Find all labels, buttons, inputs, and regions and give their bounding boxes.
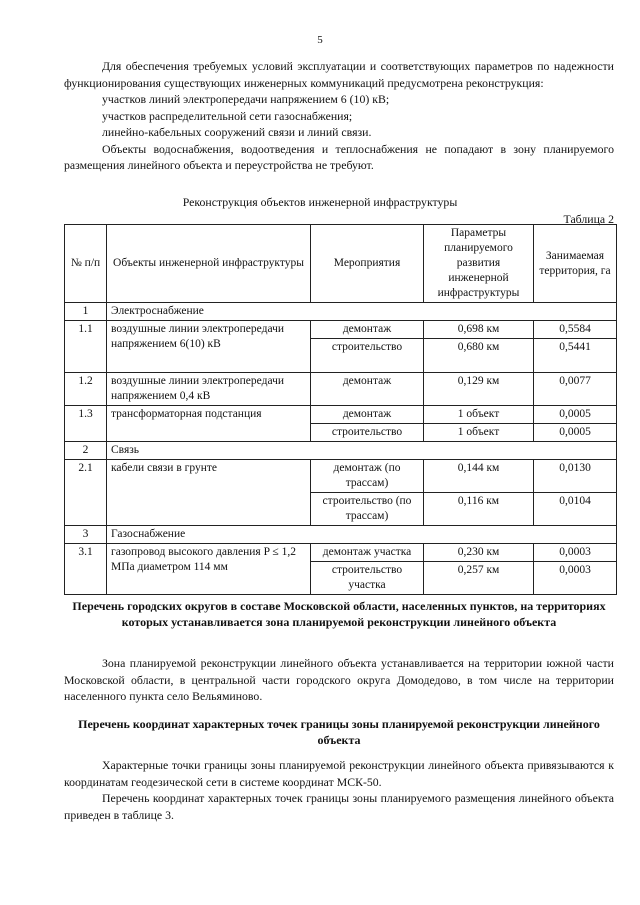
header-cell: № п/п (65, 225, 107, 303)
object-name: трансформаторная подстанция (107, 406, 311, 442)
infrastructure-table (64, 224, 617, 595)
area-cell: 0,5584 (534, 321, 617, 339)
intro-block (64, 58, 614, 174)
param-cell: 0,230 км (424, 544, 534, 562)
table-header-row (65, 225, 617, 303)
header-cell: Параметры планируемого развития инженерной инфраструктуры (424, 225, 534, 303)
param-cell: 0,116 км (424, 493, 534, 526)
table-row (65, 406, 617, 424)
area-cell: 0,0077 (534, 373, 617, 406)
coords-paragraph: Перечень координат характерных точек границы зоны планируемого размещения линейного объекта приведен в таблице 3. (64, 791, 614, 822)
intro-paragraph: Для обеспечения требуемых условий эксплуатации и соответствующих параметров по надежности функционирования существующих инженерных коммуникаций предусмотрена реконструкция: (64, 59, 614, 90)
table-caption: Реконструкция объектов инженерной инфраструктуры (182, 195, 458, 209)
action-cell: демонтаж (по трассам) (311, 460, 424, 493)
param-cell: 0,144 км (424, 460, 534, 493)
action-cell: строительство (311, 339, 424, 373)
table-row (65, 460, 617, 493)
section-row (65, 303, 617, 321)
municipal-heading: Перечень городских округов в составе Московской области, населенных пунктов, на территориях которых устанавливается зона планируемой реконструкции линейного объекта (72, 599, 606, 629)
row-number: 2.1 (65, 460, 107, 526)
section-title: Связь (107, 442, 617, 460)
section-title: Газоснабжение (107, 526, 617, 544)
page-number: 5 (317, 34, 323, 46)
header-cell: Мероприятия (311, 225, 424, 303)
row-number: 1.2 (65, 373, 107, 406)
intro-item: участков распределительной сети газоснабжения; (102, 108, 353, 123)
param-cell: 0,680 км (424, 339, 534, 373)
intro-note: Объекты водоснабжения, водоотведения и теплоснабжения не попадают в зону планируемого размещения линейного объекта и переустройства не требуют. (64, 141, 614, 172)
action-cell: строительство (311, 424, 424, 442)
row-number: 1.3 (65, 406, 107, 442)
param-cell: 0,129 км (424, 373, 534, 406)
action-cell: демонтаж (311, 406, 424, 424)
object-name: кабели связи в грунте (107, 460, 311, 526)
coords-paragraph: Характерные точки границы зоны планируемой реконструкции линейного объекта привязываются к координатам геодезической сети в системе координат МСК-50. (64, 758, 614, 789)
area-cell: 0,0130 (534, 460, 617, 493)
area-cell: 0,0003 (534, 544, 617, 562)
table-row (65, 373, 617, 406)
area-cell: 0,0003 (534, 562, 617, 595)
table-row (65, 321, 617, 339)
municipal-text: Зона планируемой реконструкции линейного объекта устанавливается на территории южной части Московской области, в центральной части городского округа Домодедово, в том числе на территории населенного пункта село Вельяминово. (64, 656, 614, 703)
area-cell: 0,5441 (534, 339, 617, 373)
row-number: 3.1 (65, 544, 107, 595)
section-title: Электроснабжение (107, 303, 617, 321)
coords-block (64, 757, 614, 823)
object-name: воздушные линии электропередачи напряжением 6(10) кВ (107, 321, 311, 373)
section-row (65, 442, 617, 460)
action-cell: демонтаж участка (311, 544, 424, 562)
param-cell: 1 объект (424, 406, 534, 424)
intro-item: линейно-кабельных сооружений связи и линий связи. (102, 125, 372, 139)
section-number: 1 (65, 303, 107, 321)
header-cell: Объекты инженерной инфраструктуры (107, 225, 311, 303)
param-cell: 1 объект (424, 424, 534, 442)
param-cell: 0,257 км (424, 562, 534, 595)
object-name: газопровод высокого давления P ≤ 1,2 МПа диаметром 114 мм (107, 544, 311, 595)
area-cell: 0,0005 (534, 406, 617, 424)
row-number: 1.1 (65, 321, 107, 373)
section-number: 3 (65, 526, 107, 544)
action-cell: демонтаж (311, 373, 424, 406)
table-number-label: Таблица 2 (563, 212, 614, 226)
intro-item: участков линий электропередачи напряжением 6 (10) кВ; (102, 92, 390, 106)
action-cell: строительство (по трассам) (311, 493, 424, 526)
section-row (65, 526, 617, 544)
object-name: воздушные линии электропередачи напряжением 0,4 кВ (107, 373, 311, 406)
action-cell: строительство участка (311, 562, 424, 595)
coords-heading: Перечень координат характерных точек границы зоны планируемой реконструкции линейного объекта (78, 717, 600, 747)
param-cell: 0,698 км (424, 321, 534, 339)
area-cell: 0,0005 (534, 424, 617, 442)
action-cell: демонтаж (311, 321, 424, 339)
section-number: 2 (65, 442, 107, 460)
area-cell: 0,0104 (534, 493, 617, 526)
table-row (65, 544, 617, 562)
header-cell: Занимаемая территория, га (534, 225, 617, 303)
